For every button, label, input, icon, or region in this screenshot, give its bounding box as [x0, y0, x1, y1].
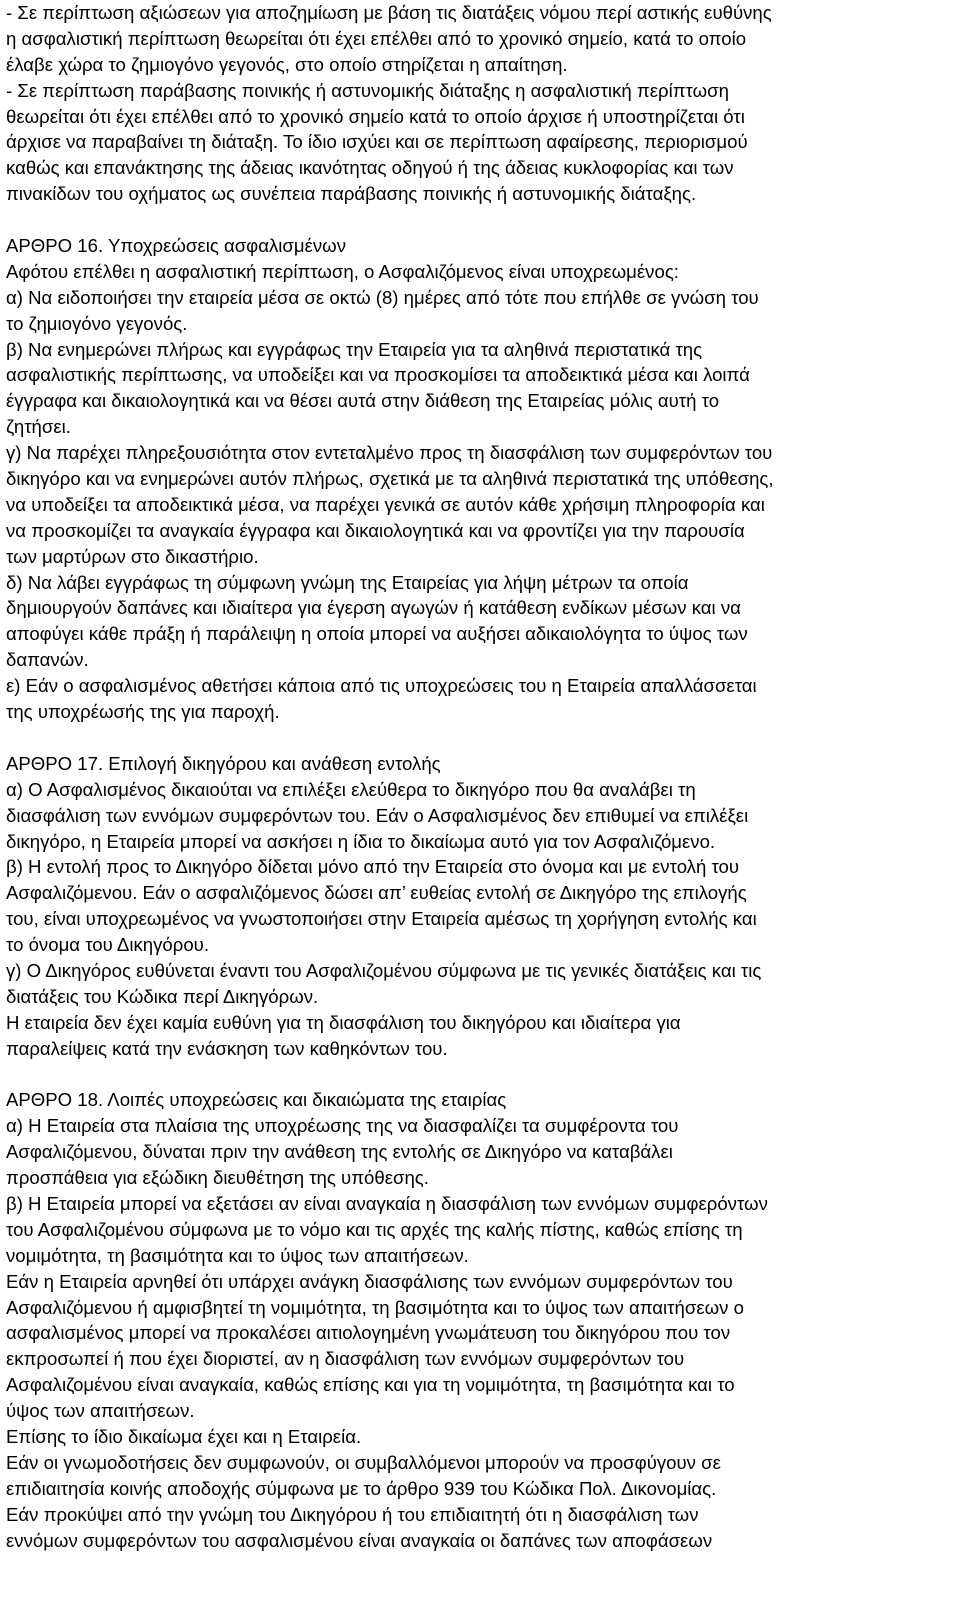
text-line: να προσκομίζει τα αναγκαία έγγραφα και δικαιολογητικά και να φροντίζει για την παρουσία	[6, 519, 745, 541]
text-line: Εάν η Εταιρεία αρνηθεί ότι υπάρχει ανάγκη διασφάλισης των εννόμων συμφερόντων του	[6, 1270, 733, 1292]
text-line: Επίσης το ίδιο δικαίωμα έχει και η Εταιρεία.	[6, 1425, 362, 1447]
text-line: έλαβε χώρα το ζημιογόνο γεγονός, στο οποίο στηρίζεται η απαίτηση.	[6, 53, 568, 75]
text-line: α) Η Εταιρεία στα πλαίσια της υποχρέωσης της να διασφαλίζει τα συμφέροντα του	[6, 1115, 679, 1137]
text-line: του, είναι υποχρεωμένος να γνωστοποιήσει στην Εταιρεία αμέσως τη χορήγηση εντολής και	[6, 908, 757, 930]
text-line: νομιμότητα, τη βασιμότητα και το ύψος των απαιτήσεων.	[6, 1244, 469, 1266]
text-line: Ασφαλιζομένου είναι αναγκαία, καθώς επίσης και για τη νομιμότητα, τη βασιμότητα και το	[6, 1374, 735, 1396]
text-line: πινακίδων του οχήματος ως συνέπεια παράβασης ποινικής ή αστυνομικής διάταξης.	[6, 183, 697, 205]
text-line: ζητήσει.	[6, 416, 71, 438]
text-line: β) Η Εταιρεία μπορεί να εξετάσει αν είναι αναγκαία η διασφάλιση των εννόμων συμφερόντων	[6, 1192, 768, 1214]
text-line: δημιουργούν δαπάνες και ιδιαίτερα για έγερση αγωγών ή κατάθεση ενδίκων μέσων και να	[6, 597, 741, 619]
text-line: γ) Ο Δικηγόρος ευθύνεται έναντι του Ασφαλιζομένου σύμφωνα με τις γενικές διατάξεις και τις	[6, 959, 762, 981]
text-line: Ασφαλιζόμενου. Εάν ο ασφαλιζόμενος δώσει απ’ ευθείας εντολή σε Δικηγόρο της επιλογής	[6, 882, 747, 904]
text-line: Αφότου επέλθει η ασφαλιστική περίπτωση, ο Ασφαλιζόμενος είναι υποχρεωμένος:	[6, 260, 679, 282]
text-line: των μαρτύρων στο δικαστήριο.	[6, 545, 259, 567]
text-line: προσπάθεια για εξώδικη διευθέτηση της υπόθεσης.	[6, 1167, 429, 1189]
text-line: έγγραφα και δικαιολογητικά και να θέσει αυτά στην διάθεση της Εταιρείας μόλις αυτή το	[6, 390, 720, 412]
text-line: - Σε περίπτωση παράβασης ποινικής ή αστυνομικής διάταξης η ασφαλιστική περίπτωση	[6, 79, 729, 101]
text-line: δικηγόρο και να ενημερώνει αυτόν πλήρως, σχετικά με τα αληθινά περιστατικά της υπόθεσης,	[6, 468, 774, 490]
text-line: το ζημιογόνο γεγονός.	[6, 312, 188, 334]
text-line: επιδιαιτησία κοινής αποδοχής σύμφωνα με το άρθρο 939 του Κώδικα Πολ. Δικονομίας.	[6, 1477, 717, 1499]
text-line: Η εταιρεία δεν έχει καμία ευθύνη για τη διασφάλιση του δικηγόρου και ιδιαίτερα για	[6, 1011, 681, 1033]
paragraph-gap	[6, 207, 956, 233]
intro-section	[6, 0, 956, 207]
text-line: το όνομα του Δικηγόρου.	[6, 934, 210, 956]
text-line: δαπανών.	[6, 649, 89, 671]
text-line: ύψος των απαιτήσεων.	[6, 1400, 195, 1422]
text-line: του Ασφαλιζομένου σύμφωνα με το νόμο και τις αρχές της καλής πίστης, καθώς επίσης τη	[6, 1218, 743, 1240]
text-line: ασφαλισμένος μπορεί να προκαλέσει αιτιολογημένη γνωμάτευση του δικηγόρου που τον	[6, 1322, 731, 1344]
article-17-section	[6, 751, 956, 1062]
text-line: άρχισε να παραβαίνει τη διάταξη. Το ίδιο ισχύει και σε περίπτωση αφαίρεσης, περιορισμού	[6, 131, 748, 153]
text-line: καθώς και επανάκτησης της άδειας ικανότητας οδηγού ή της άδειας κυκλοφορίας και των	[6, 157, 734, 179]
text-line: Ασφαλιζόμενου ή αμφισβητεί τη νομιμότητα, τη βασιμότητα και το ύψος των απαιτήσεων ο	[6, 1296, 744, 1318]
text-line: β) Η εντολή προς το Δικηγόρο δίδεται μόνο από την Εταιρεία στο όνομα και με εντολή του	[6, 856, 740, 878]
text-line: α) Να ειδοποιήσει την εταιρεία μέσα σε οκτώ (8) ημέρες από τότε που επήλθε σε γνώση του	[6, 286, 759, 308]
article-18-heading: ΑΡΘΡΟ 18. Λοιπές υποχρεώσεις και δικαιώματα της εταιρίας	[6, 1089, 507, 1111]
text-line: να υποδείξει τα αποδεικτικά μέσα, να παρέχει γενικά σε αυτόν κάθε χρήσιμη πληροφορία και	[6, 493, 765, 515]
text-line: ασφαλιστικής περίπτωσης, να υποδείξει και να προσκομίσει τα αποδεικτικά μέσα και λοιπά	[6, 364, 750, 386]
text-line: Εάν προκύψει από την γνώμη του Δικηγόρου ή του επιδιαιτητή ότι η διασφάλιση των	[6, 1503, 699, 1525]
text-line: δ) Να λάβει εγγράφως τη σύμφωνη γνώμη της Εταιρείας για λήψη μέτρων τα οποία	[6, 571, 689, 593]
text-line: - Σε περίπτωση αξιώσεων για αποζημίωση με βάση τις διατάξεις νόμου περί αστικής ευθύνης	[6, 2, 772, 23]
text-line: διατάξεις του Κώδικα περί Δικηγόρων.	[6, 985, 319, 1007]
text-line: θεωρείται ότι έχει επέλθει από το χρονικό σημείο κατά το οποίο άρχισε ή υποστηρίζεται ότι	[6, 105, 745, 127]
text-line: β) Να ενημερώνει πλήρως και εγγράφως την Εταιρεία για τα αληθινά περιστατικά της	[6, 338, 703, 360]
paragraph-gap	[6, 1062, 956, 1088]
text-line: διασφάλιση των εννόμων συμφερόντων του. Εάν ο Ασφαλισμένος δεν επιθυμεί να επιλέξει	[6, 804, 749, 826]
text-line: δικηγόρο, η Εταιρεία μπορεί να ασκήσει η ίδια το δικαίωμα αυτό για τον Ασφαλιζόμενο.	[6, 830, 716, 852]
text-line: γ) Να παρέχει πληρεξουσιότητα στον εντεταλμένο προς τη διασφάλιση των συμφερόντων του	[6, 442, 773, 464]
text-line: εκπροσωπεί ή που έχει διοριστεί, αν η διασφάλιση των εννόμων συμφερόντων του	[6, 1348, 685, 1370]
article-16-section	[6, 233, 956, 725]
text-line: της υποχρέωσής της για παροχή.	[6, 701, 280, 723]
article-17-heading: ΑΡΘΡΟ 17. Επιλογή δικηγόρου και ανάθεση εντολής	[6, 752, 441, 774]
text-line: α) Ο Ασφαλισμένος δικαιούται να επιλέξει ελεύθερα το δικηγόρο που θα αναλάβει τη	[6, 778, 696, 800]
document-page	[6, 0, 956, 1613]
article-18-section	[6, 1087, 956, 1553]
text-line: ε) Εάν ο ασφαλισμένος αθετήσει κάποια από τις υποχρεώσεις του η Εταιρεία απαλλάσσεται	[6, 675, 757, 697]
text-line: παραλείψεις κατά την ενάσκηση των καθηκόντων του.	[6, 1037, 448, 1059]
text-line: Εάν οι γνωμοδοτήσεις δεν συμφωνούν, οι συμβαλλόμενοι μπορούν να προσφύγουν σε	[6, 1451, 721, 1473]
text-line: Ασφαλιζόμενου, δύναται πριν την ανάθεση της εντολής σε Δικηγόρο να καταβάλει	[6, 1141, 673, 1163]
text-line: εννόμων συμφερόντων του ασφαλισμένου είναι αναγκαία οι δαπάνες των αποφάσεων	[6, 1529, 713, 1551]
text-line: η ασφαλιστική περίπτωση θεωρείται ότι έχει επέλθει από το χρονικό σημείο, κατά το οποίο	[6, 27, 747, 49]
article-16-heading: ΑΡΘΡΟ 16. Υποχρεώσεις ασφαλισμένων	[6, 235, 346, 257]
text-line: αποφύγει κάθε πράξη ή παράλειψη η οποία μπορεί να αυξήσει αδικαιολόγητα το ύψος των	[6, 623, 748, 645]
paragraph-gap	[6, 725, 956, 751]
